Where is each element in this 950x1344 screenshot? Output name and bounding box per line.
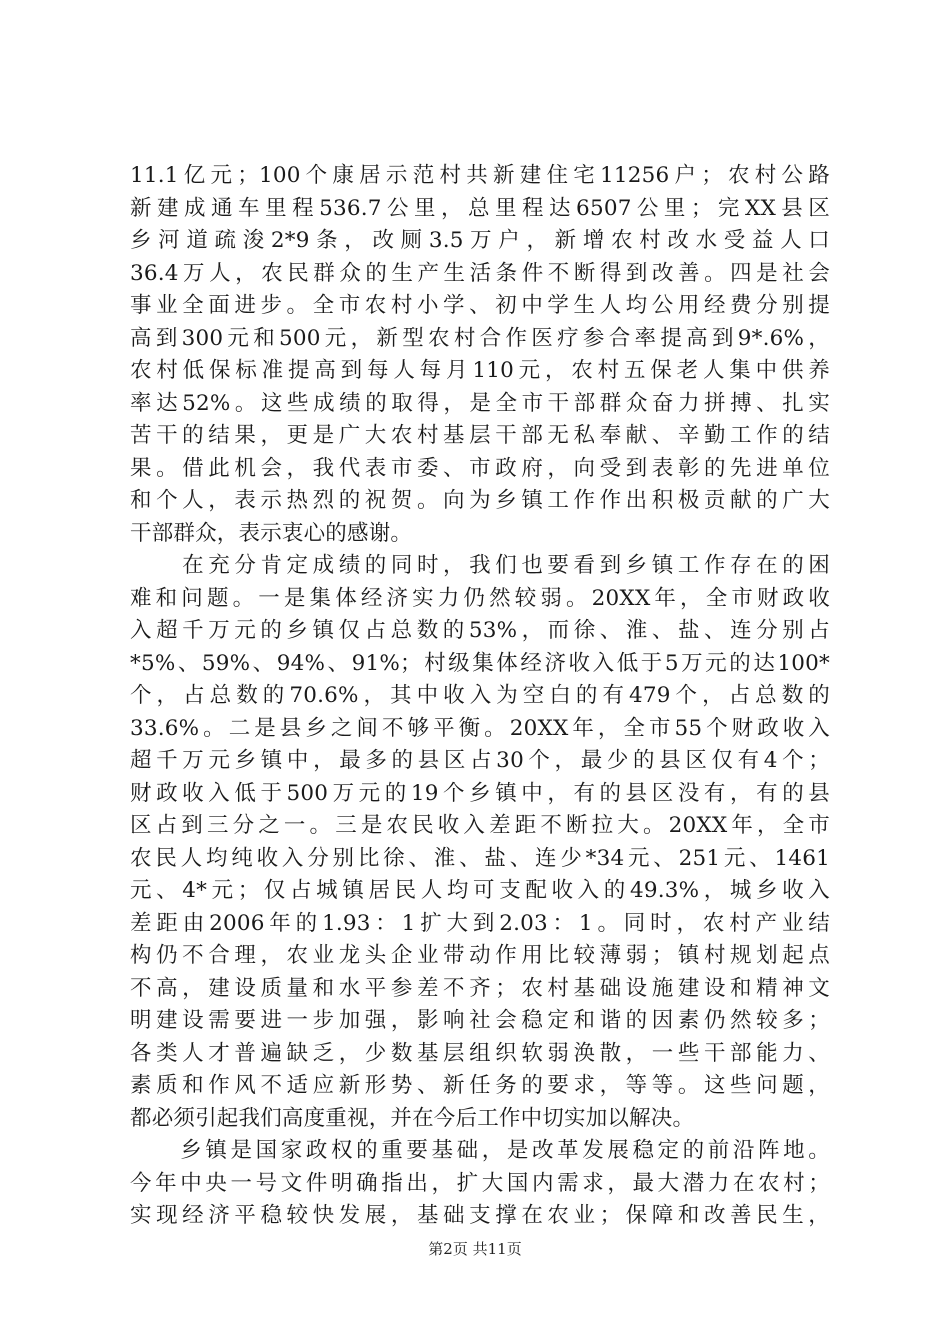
text-line: 素质和作风不适应新形势、新任务的要求，等等。这些问题， — [130, 1073, 830, 1098]
text-line: 财政收入低于500万元的19个乡镇中，有的县区没有，有的县 — [130, 780, 830, 806]
text-line: 乡河道疏浚2*9条，改厕3.5万户，新增农村改水受益人口 — [130, 228, 830, 253]
text-line: 不高，建设质量和水平参差不齐；农村基础设施建设和精神文 — [130, 975, 830, 1001]
text-line: 实现经济平稳较快发展，基础支撑在农业；保障和改善民生， — [130, 1203, 830, 1228]
text-line: 各类人才普遍缺乏，少数基层组织软弱涣散，一些干部能力、 — [130, 1040, 830, 1066]
text-line: 新建成通车里程536.7公里，总里程达6507公里；完XX县区 — [130, 195, 830, 221]
text-line: 区占到三分之一。三是农民收入差距不断拉大。20XX年，全市 — [130, 813, 830, 838]
text-line: 元、4*元；仅占城镇居民人均可支配收入的49.3%，城乡收入 — [130, 878, 830, 903]
text-line: 率达52%。这些成绩的取得，是全市干部群众奋力拼搏、扎实 — [130, 390, 830, 416]
text-line: 都必须引起我们高度重视，并在今后工作中切实加以解决。 — [130, 1105, 695, 1131]
text-line: 差距由2006年的1.93：1扩大到2.03：1。同时，农村产业结 — [130, 910, 830, 936]
text-line: 乡镇是国家政权的重要基础，是改革发展稳定的前沿阵地。 — [130, 1138, 830, 1163]
text-line: 难和问题。一是集体经济实力仍然较弱。20XX年，全市财政收 — [130, 585, 830, 611]
text-line: 苦干的结果，更是广大农村基层干部无私奉献、辛勤工作的结 — [130, 423, 830, 448]
text-line: 11.1亿元；100个康居示范村共新建住宅11256户；农村公路 — [130, 163, 830, 188]
text-line: 高到300元和500元，新型农村合作医疗参合率提高到9*.6%， — [130, 325, 830, 351]
body-text — [130, 160, 830, 1233]
text-line: 明建设需要进一步加强，影响社会稳定和谐的因素仍然较多； — [130, 1008, 830, 1033]
text-line: 36.4万人，农民群众的生产生活条件不断得到改善。四是社会 — [130, 260, 830, 286]
text-line: 干部群众，表示衷心的感谢。 — [130, 520, 413, 546]
text-line: 超千万元乡镇中，最多的县区占30个，最少的县区仅有4个； — [130, 748, 830, 773]
text-line: 农村低保标准提高到每人每月110元，农村五保老人集中供养 — [130, 358, 830, 383]
text-line: 个，占总数的70.6%，其中收入为空白的有479个，占总数的 — [130, 683, 830, 708]
text-line: 和个人，表示热烈的祝贺。向为乡镇工作作出积极贡献的广大 — [130, 488, 830, 513]
text-line: 果。借此机会，我代表市委、市政府，向受到表彰的先进单位 — [130, 455, 830, 481]
text-line: 今年中央一号文件明确指出，扩大国内需求，最大潜力在农村； — [130, 1170, 830, 1196]
text-line: *5%、59%、94%、91%；村级集体经济收入低于5万元的达100* — [130, 650, 830, 676]
text-line: 构仍不合理，农业龙头企业带动作用比较薄弱；镇村规划起点 — [130, 943, 830, 968]
text-line: 农民人均纯收入分别比徐、淮、盐、连少*34元、251元、1461 — [130, 845, 830, 871]
text-line: 事业全面进步。全市农村小学、初中学生人均公用经费分别提 — [130, 293, 830, 318]
text-line: 33.6%。二是县乡之间不够平衡。20XX年，全市55个财政收入 — [130, 715, 830, 741]
text-line: 在充分肯定成绩的同时，我们也要看到乡镇工作存在的困 — [130, 553, 830, 578]
text-line: 入超千万元的乡镇仅占总数的53%，而徐、淮、盐、连分别占 — [130, 618, 830, 643]
page-footer: 第2页 共11页 — [428, 1240, 522, 1258]
